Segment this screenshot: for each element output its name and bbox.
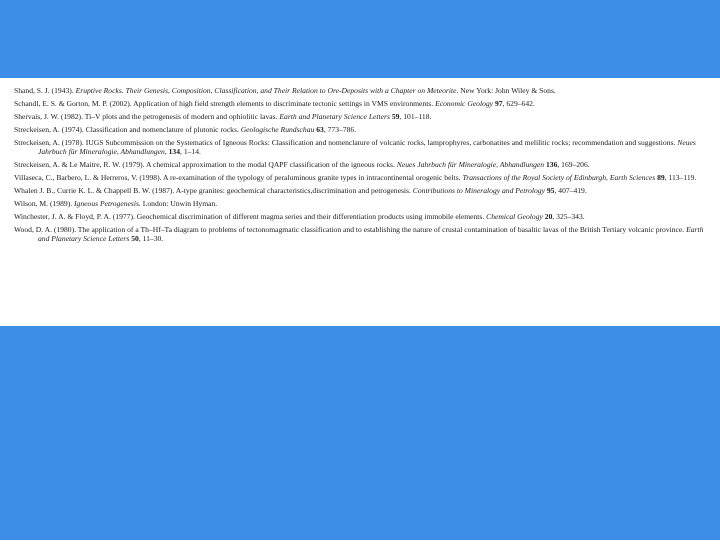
reference-entry [14, 99, 710, 108]
reference-volume: 63 [316, 125, 324, 134]
reference-volume: 59 [391, 112, 400, 121]
reference-pages: , 169–206. [557, 160, 590, 170]
reference-authors: Streckeisen, A. & Le Maitre, R. W. (1979). A chemical approximation to the modal QAPF classification of the igneous rocks. [14, 160, 397, 170]
reference-authors: Winchester, J. A. & Floyd, P. A. (1977). Geochemical discrimination of different magma series and their differentiation products using immobile elements. [14, 212, 487, 222]
reference-journal: Economic Geology [435, 99, 494, 108]
reference-authors: Whalen J. B., Currie K. L. & Chappell B. W. (1987). A-type granites: geochemical characteristics,discrimination and petrogenesis. [14, 186, 413, 196]
reference-volume: 89 [657, 173, 665, 183]
reference-authors: Schandl, E. S. & Gorton, M. P. (2002). Application of high field strength elements to discriminate tectonic settings in VMS environments. [14, 99, 436, 108]
reference-authors: Shand, S. J. (1943). [14, 86, 76, 95]
reference-authors: Villaseca, C., Barbero, L. & Herreros, V. (1998). A re-examination of the typology of peraluminous granite types in intracontinental orogenic belts. [14, 173, 463, 183]
reference-entry [14, 199, 710, 208]
reference-pages: , 325–343. [552, 212, 585, 222]
reference-pages: , 11–30. [138, 234, 164, 244]
reference-journal: Earth and Planetary Science Letters [38, 225, 704, 244]
reference-title: Eruptive Rocks. Their Genesis, Composition, Classification, and Their Relation to Ore-Deposits with a Chapter on Meteorite. [75, 86, 459, 95]
reference-journal: Earth and Planetary Science Letters [279, 112, 390, 121]
reference-entry [14, 186, 710, 195]
reference-entry [14, 160, 710, 169]
reference-authors: Wilson, M. (1989). [14, 199, 75, 209]
reference-journal: Contributions to Mineralogy and Petrology [412, 186, 545, 196]
reference-volume: 95 [546, 186, 555, 196]
reference-pages: , 1–14. [180, 147, 201, 157]
reference-entry [14, 112, 710, 121]
references-panel [0, 78, 720, 326]
reference-entry: Streckeisen, A. (1978). IUGS Subcommission on the Systematics of Igneous Rocks: Classification and nomenclature of volcanic rocks, lamprophyres, carbonatites and melilitic rocks; recommendation and suggestions. Neues Jahrbuch für Mineralogie, Abhandlungen, 134, 1–14. [14, 138, 696, 157]
reference-authors: Wood, D. A. (1980). The application of a Th–Hf–Ta diagram to problems of tectonomagmatic classification and to establishing the nature of crustal contamination of basaltic lavas of the British Tertiary volcanic province. [14, 225, 687, 235]
reference-volume: 97 [494, 99, 503, 108]
reference-journal: Chemical Geology [486, 212, 543, 222]
reference-volume: 134 [168, 147, 181, 157]
reference-journal: Geologische Rundschau [240, 125, 315, 134]
reference-pages: , 101–118. [399, 112, 432, 121]
reference-pages: , 113–119. [664, 173, 697, 183]
reference-publisher: New York: John Wiley & Sons. [458, 86, 556, 95]
reference-journal: Neues Jahrbuch für Mineralogie, Abhandlungen [38, 138, 696, 157]
reference-entry [14, 173, 710, 182]
reference-authors: Streckeisen, A. (1978). IUGS Subcommission on the Systematics of Igneous Rocks: Classification and nomenclature of volcanic rocks, lamprophyres, carbonatites and melilitic rocks; recommendation and suggestions. [14, 138, 678, 147]
reference-volume: 50 [131, 234, 139, 244]
reference-entry [14, 125, 710, 134]
reference-pages: , 629–642. [502, 99, 535, 108]
reference-volume: 20 [544, 212, 553, 222]
reference-entry [14, 86, 710, 95]
reference-entry [14, 225, 710, 243]
reference-authors: Streckeisen, A. (1974). Classification and nomenclature of plutonic rocks. [14, 125, 241, 134]
reference-publisher: London: Unwin Hyman. [140, 199, 218, 209]
reference-pages: , 773–786. [323, 125, 357, 134]
reference-authors: Shervais, J. W. (1982). Ti–V plots and the petrogenesis of modern and ophiolitic lavas. [14, 112, 280, 121]
reference-journal: Neues Jahrbuch für Mineralogie, Abhandlungen [396, 160, 545, 170]
reference-volume: 136 [545, 160, 558, 170]
reference-entry [14, 212, 710, 221]
reference-title: Igneous Petrogenesis. [74, 199, 141, 209]
reference-journal: Transactions of the Royal Society of Edinburgh, Earth Sciences [462, 173, 656, 183]
reference-pages: , 407–419. [554, 186, 587, 196]
